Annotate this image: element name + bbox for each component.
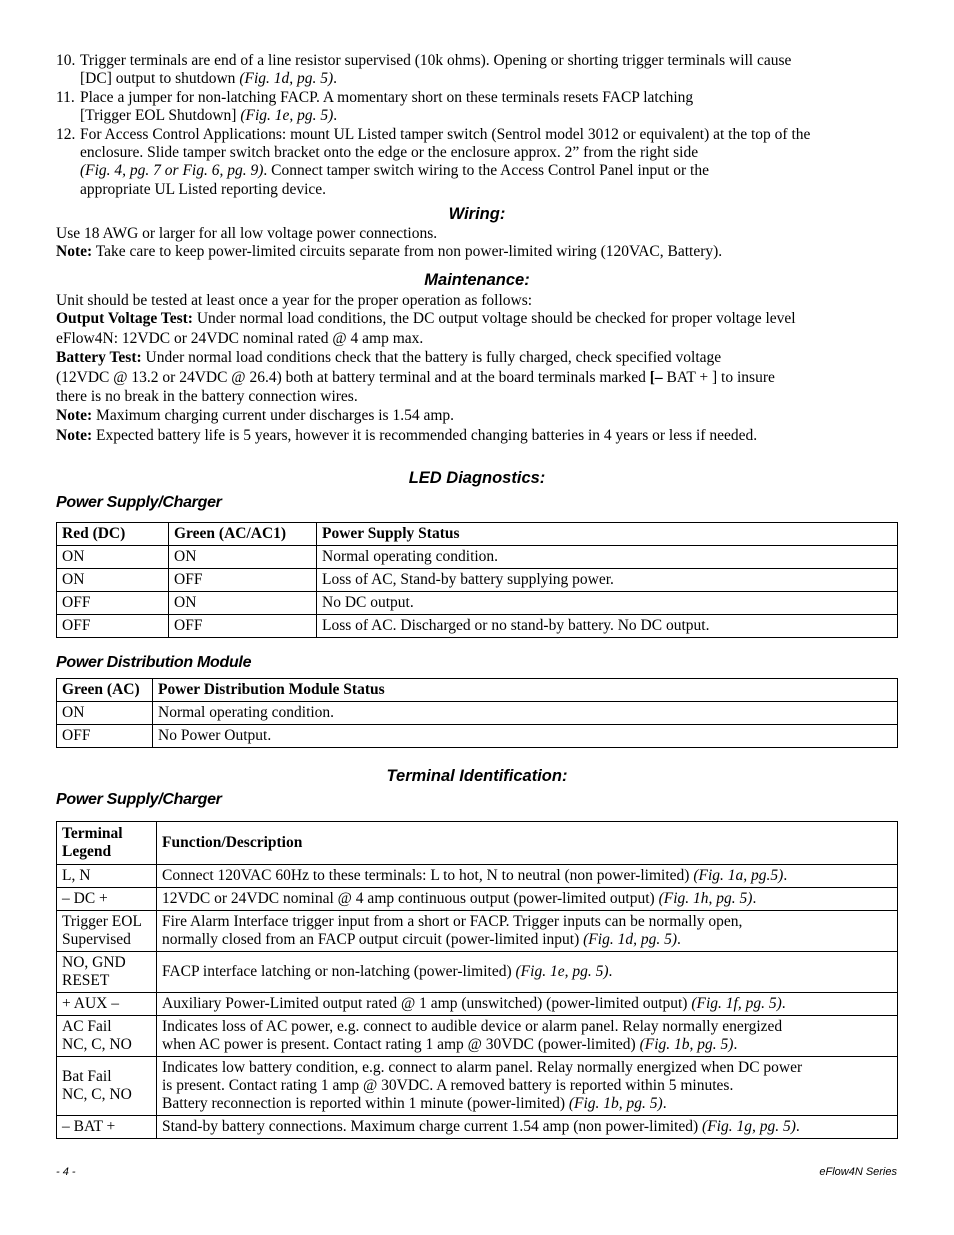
output-voltage-test [56,310,898,328]
instruction-line [80,144,898,162]
terminal-legend: NO, GND RESET [57,952,157,993]
line-text: Fire Alarm Interface trigger input from a short or FACP. Trigger inputs can be normally open, [162,913,743,931]
wiring-heading: Wiring: [448,205,506,224]
description-line [162,995,892,1013]
table-cell: OFF [57,725,153,748]
terminal-legend: – DC + [57,888,157,911]
figure-reference: (Fig. 1e, pg. 5) [240,107,334,125]
description-line [162,913,892,931]
line-suffix: . [333,107,338,125]
column-header: Green (AC) [57,679,153,702]
note-label: Note: [56,426,93,444]
table-row [57,911,898,952]
pdm-subheading: Power Distribution Module [56,653,252,671]
table-row [57,614,898,637]
table-header-row [57,679,898,702]
column-header: Power Supply Status [317,522,898,545]
table-header-row [57,522,898,545]
ovt-label: Output Voltage Test: [56,310,193,328]
column-header: Red (DC) [57,522,169,545]
note-text: Maximum charging current under discharges is 1.54 amp. [92,407,455,425]
description-line [162,890,892,908]
figure-reference: (Fig. 1e, pg. 5) [515,963,609,981]
document-page [56,52,898,1139]
bt-label: Battery Test: [56,349,142,367]
terminal-legend: – BAT + [57,1116,157,1139]
description-line [162,1059,892,1077]
note-label: Note: [56,243,93,261]
line-text: FACP interface latching or non-latching (power-limited) [162,963,516,981]
bt-line2c: BAT + ] to insure [666,368,775,386]
figure-reference: (Fig. 1g, pg. 5) [702,1118,796,1136]
line-suffix: . [781,995,786,1013]
table-row [57,702,898,725]
table-cell: ON [57,568,169,591]
instruction-item [56,89,898,126]
table-cell: OFF [57,591,169,614]
terminal-legend: L, N [57,865,157,888]
ovt-text: Under normal load conditions, the DC output voltage should be checked for proper voltage level [192,310,796,328]
table-cell: Loss of AC. Discharged or no stand-by battery. No DC output. [317,614,898,637]
description-line [162,867,892,885]
line-text: Stand-by battery connections. Maximum charge current 1.54 amp (non power-limited) [162,1118,703,1136]
line-suffix: . [608,963,613,981]
table-row [57,993,898,1016]
line-text: normally closed from an FACP output circuit (power-limited input) [162,931,584,949]
figure-reference: (Fig. 1h, pg. 5) [658,890,753,908]
column-header: Terminal Legend [57,822,157,865]
note-text: Take care to keep power-limited circuits separate from non power-limited wiring (120VAC, Battery). [92,243,723,261]
table-row [57,952,898,993]
line-suffix: . Connect tamper switch wiring to the Access Control Panel input or the [263,162,709,180]
line-text: is present. Contact rating 1 amp @ 30VDC. A removed battery is reported within 5 minutes. [162,1077,734,1095]
bt-line2a: (12VDC @ 13.2 or 24VDC @ 26.4) both at battery terminal and at the board terminals marked [56,368,650,386]
power-supply-led-table [56,522,898,638]
table-row [57,725,898,748]
bt-text: Under normal load conditions check that the battery is fully charged, check specified voltage [141,349,722,367]
table-row [57,568,898,591]
line-text: Trigger terminals are end of a line resistor supervised (10k ohms). Opening or shorting trigger terminals will cause [80,52,792,69]
column-header: Green (AC/AC1) [169,522,317,545]
table-cell: ON [169,591,317,614]
terminal-legend: AC Fail NC, C, NO [57,1016,157,1057]
figure-reference: (Fig. 1b, pg. 5) [639,1036,734,1054]
note-text: Expected battery life is 5 years, however it is recommended changing batteries in 4 years or less if needed. [92,426,758,444]
wiring-note [56,243,898,261]
line-suffix: . [795,1118,800,1136]
table-cell: OFF [169,568,317,591]
table-row [57,888,898,911]
line-text: Auxiliary Power-Limited output rated @ 1 amp (unswitched) (power-limited output) [162,995,692,1013]
line-text: For Access Control Applications: mount UL Listed tamper switch (Sentrol model 3012 or equivalent) at the top of the [80,125,811,143]
line-text: 12VDC or 24VDC nominal @ 4 amp continuous output (power-limited output) [162,890,659,908]
line-text: [DC] output to shutdown [80,70,240,88]
line-text: Indicates loss of AC power, e.g. connect to audible device or alarm panel. Relay normally energized [162,1018,783,1036]
table-cell: Loss of AC, Stand-by battery supplying power. [317,568,898,591]
line-suffix: . [662,1095,667,1113]
line-suffix: . [333,70,338,88]
item-number: 11. [56,88,75,106]
terminal-description [157,1116,898,1139]
table-cell: OFF [169,614,317,637]
table-row [57,1116,898,1139]
terminal-legend: Trigger EOL Supervised [57,911,157,952]
description-line [162,1077,892,1095]
battery-test-line3: there is no break in the battery connection wires. [56,387,358,405]
numbered-instructions [56,52,898,199]
figure-reference: (Fig. 4, pg. 7 or Fig. 6, pg. 9) [80,162,264,180]
figure-reference: (Fig. 1d, pg. 5) [583,931,677,949]
line-text: Connect 120VAC 60Hz to these terminals: L to hot, N to neutral (non power-limited) [162,867,694,885]
line-suffix: . [677,931,681,949]
table-row [57,545,898,568]
terminal-subheading: Power Supply/Charger [56,790,222,808]
terminal-legend: Bat Fail NC, C, NO [57,1057,157,1116]
terminal-description [157,911,898,952]
table-cell: ON [57,545,169,568]
instruction-line [80,89,898,107]
terminal-description [157,1016,898,1057]
power-distribution-led-table [56,678,898,748]
table-cell: ON [169,545,317,568]
line-text: appropriate UL Listed reporting device. [80,180,327,198]
table-cell: OFF [57,614,169,637]
terminal-identification-table [56,821,898,1139]
instruction-line [80,181,898,199]
terminal-description [157,1057,898,1116]
table-cell: No Power Output. [153,725,898,748]
instruction-item [56,126,898,200]
table-cell: Normal operating condition. [317,545,898,568]
terminal-description [157,993,898,1016]
figure-reference: (Fig. 1a, pg.5) [693,867,784,885]
figure-reference: (Fig. 1d, pg. 5) [239,70,334,88]
table-row [57,1016,898,1057]
table-cell: ON [57,702,153,725]
instruction-item [56,52,898,89]
line-text: [Trigger EOL Shutdown] [80,107,241,125]
series-name: eFlow4N Series [819,1166,897,1178]
figure-reference: (Fig. 1b, pg. 5) [568,1095,663,1113]
line-suffix: . [752,890,757,908]
terminal-description [157,888,898,911]
description-line [162,1036,892,1054]
column-header: Function/Description [157,822,898,865]
instruction-line [80,126,898,144]
line-text: Battery reconnection is reported within 1 minute (power-limited) [162,1095,569,1113]
item-number: 12. [56,125,76,143]
instruction-line [80,70,898,88]
item-number: 10. [56,52,76,69]
table-row [57,591,898,614]
wiring-line: Use 18 AWG or larger for all low voltage power connections. [56,224,438,242]
line-suffix: . [733,1036,738,1054]
bt-line2b: [– [649,368,667,386]
table-header-row [57,822,898,865]
terminal-legend: + AUX – [57,993,157,1016]
maintenance-note-2 [56,427,898,445]
maintenance-heading: Maintenance: [424,271,530,290]
description-line [162,931,892,949]
page-number: - 4 - [56,1166,76,1178]
line-suffix: . [783,867,788,885]
table-row [57,1057,898,1116]
figure-reference: (Fig. 1f, pg. 5) [691,995,782,1013]
terminal-description [157,865,898,888]
battery-test [56,349,898,367]
terminal-description [157,952,898,993]
line-text: enclosure. Slide tamper switch bracket onto the edge or the enclosure approx. 2” from the right side [80,144,699,162]
note-label: Note: [56,407,93,425]
column-header: Power Distribution Module Status [153,679,898,702]
ps-subheading: Power Supply/Charger [56,493,222,511]
terminal-heading: Terminal Identification: [386,767,568,786]
table-cell: Normal operating condition. [153,702,898,725]
description-line [162,1118,892,1136]
output-voltage-line2: eFlow4N: 12VDC or 24VDC nominal rated @ 4 amp max. [56,329,424,347]
table-row [57,865,898,888]
maintenance-note-1 [56,407,898,425]
instruction-line [80,162,898,180]
line-text: Indicates low battery condition, e.g. connect to alarm panel. Relay normally energized when DC power [162,1059,803,1077]
battery-test-line2 [56,369,898,387]
line-text: Place a jumper for non-latching FACP. A momentary short on these terminals resets FACP latching [80,88,694,106]
description-line [162,963,892,981]
description-line [162,1018,892,1036]
line-text: when AC power is present. Contact rating 1 amp @ 30VDC (power-limited) [162,1036,640,1054]
maintenance-intro: Unit should be tested at least once a year for the proper operation as follows: [56,291,533,309]
description-line [162,1095,892,1113]
instruction-line [80,52,898,70]
led-heading: LED Diagnostics: [408,469,546,488]
instruction-line [80,107,898,125]
table-cell: No DC output. [317,591,898,614]
